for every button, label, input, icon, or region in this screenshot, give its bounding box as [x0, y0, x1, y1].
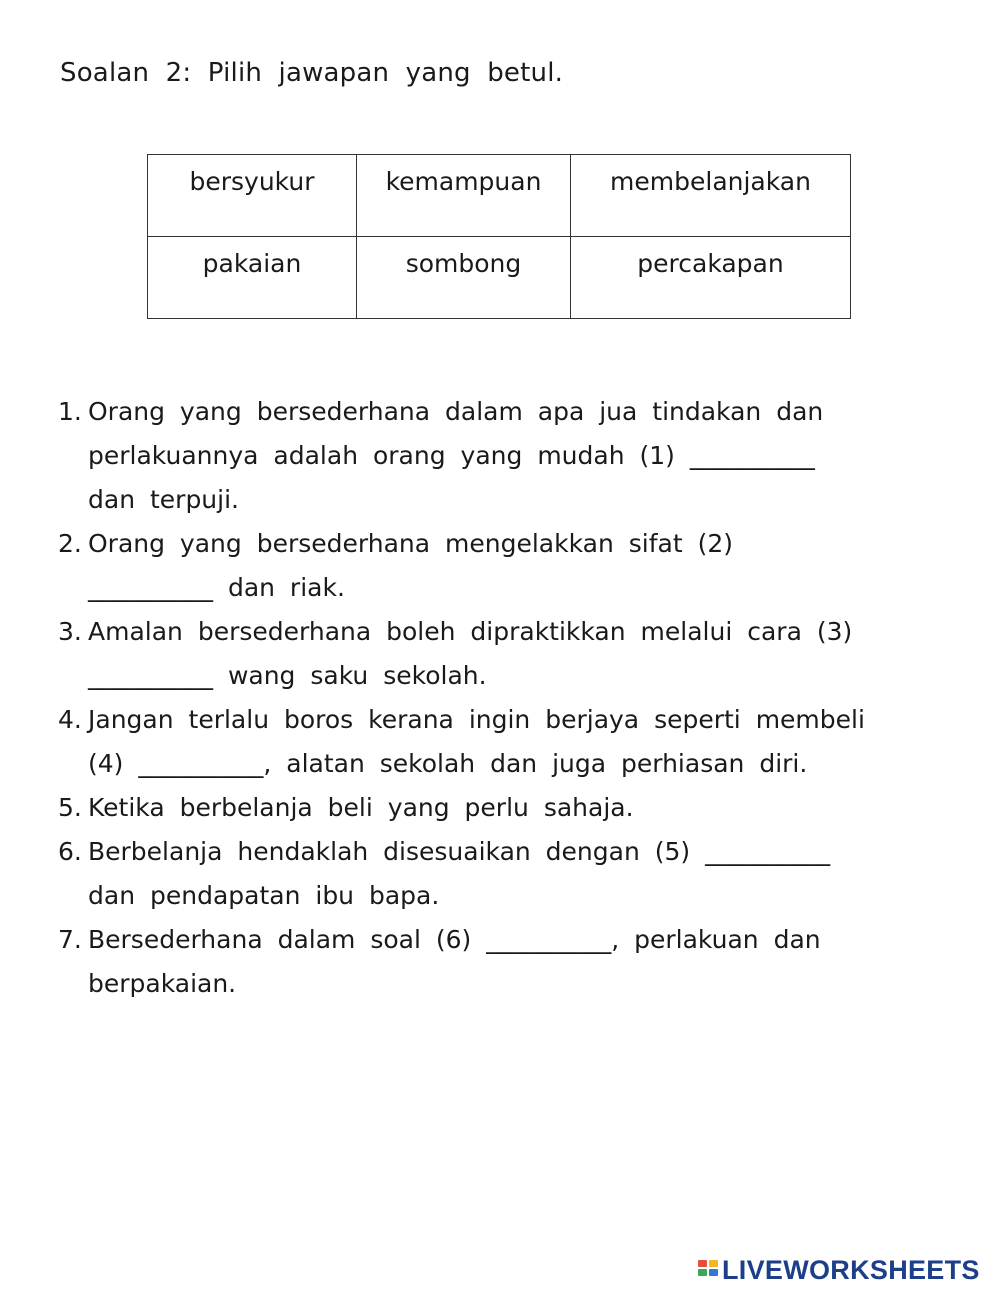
question-line: Bersederhana dalam soal (6) __________, perlakuan dan	[88, 925, 821, 954]
question-item	[58, 610, 898, 698]
question-line: __________ wang saku sekolah.	[88, 661, 487, 690]
question-line: Amalan bersederhana boleh dipraktikkan melalui cara (3)	[88, 617, 853, 646]
liveworksheets-logo	[698, 1255, 980, 1286]
question-line: Berbelanja hendaklah disesuaikan dengan (5) __________	[88, 837, 831, 866]
question-item	[58, 390, 898, 522]
question-list	[58, 390, 898, 1006]
question-line: (4) __________, alatan sekolah dan juga perhiasan diri.	[88, 749, 808, 778]
word-bank-row	[148, 155, 851, 237]
question-line: berpakaian.	[88, 969, 237, 998]
question-item	[58, 830, 898, 918]
question-line: Ketika berbelanja beli yang perlu sahaja.	[88, 793, 634, 822]
word-bank-cell: pakaian	[148, 237, 357, 319]
question-line: dan pendapatan ibu bapa.	[88, 881, 440, 910]
word-bank-row	[148, 237, 851, 319]
word-bank-cell: sombong	[357, 237, 571, 319]
question-line: Jangan terlalu boros kerana ingin berjaya seperti membeli	[88, 705, 865, 734]
question-number: 1.	[58, 397, 82, 426]
brand-name: LIVEWORKSHEETS	[722, 1255, 980, 1285]
question-number: 5.	[58, 793, 82, 822]
word-bank-cell: bersyukur	[148, 155, 357, 237]
worksheet-title: Soalan 2: Pilih jawapan yang betul.	[60, 58, 564, 88]
word-bank-cell: percakapan	[571, 237, 851, 319]
question-number: 3.	[58, 617, 82, 646]
question-item	[58, 698, 898, 786]
question-item	[58, 522, 898, 610]
liveworksheets-logo-icon	[698, 1258, 720, 1284]
question-item	[58, 918, 898, 1006]
question-number: 7.	[58, 925, 82, 954]
question-number: 2.	[58, 529, 82, 558]
question-line: Orang yang bersederhana mengelakkan sifat (2)	[88, 529, 733, 558]
question-item	[58, 786, 898, 830]
question-line: dan terpuji.	[88, 485, 239, 514]
question-line: __________ dan riak.	[88, 573, 345, 602]
question-number: 6.	[58, 837, 82, 866]
question-line: Orang yang bersederhana dalam apa jua tindakan dan	[88, 397, 824, 426]
question-number: 4.	[58, 705, 82, 734]
question-line: perlakuannya adalah orang yang mudah (1) __________	[88, 441, 815, 470]
word-bank-cell: kemampuan	[357, 155, 571, 237]
word-bank-table	[147, 154, 851, 319]
word-bank-cell: membelanjakan	[571, 155, 851, 237]
